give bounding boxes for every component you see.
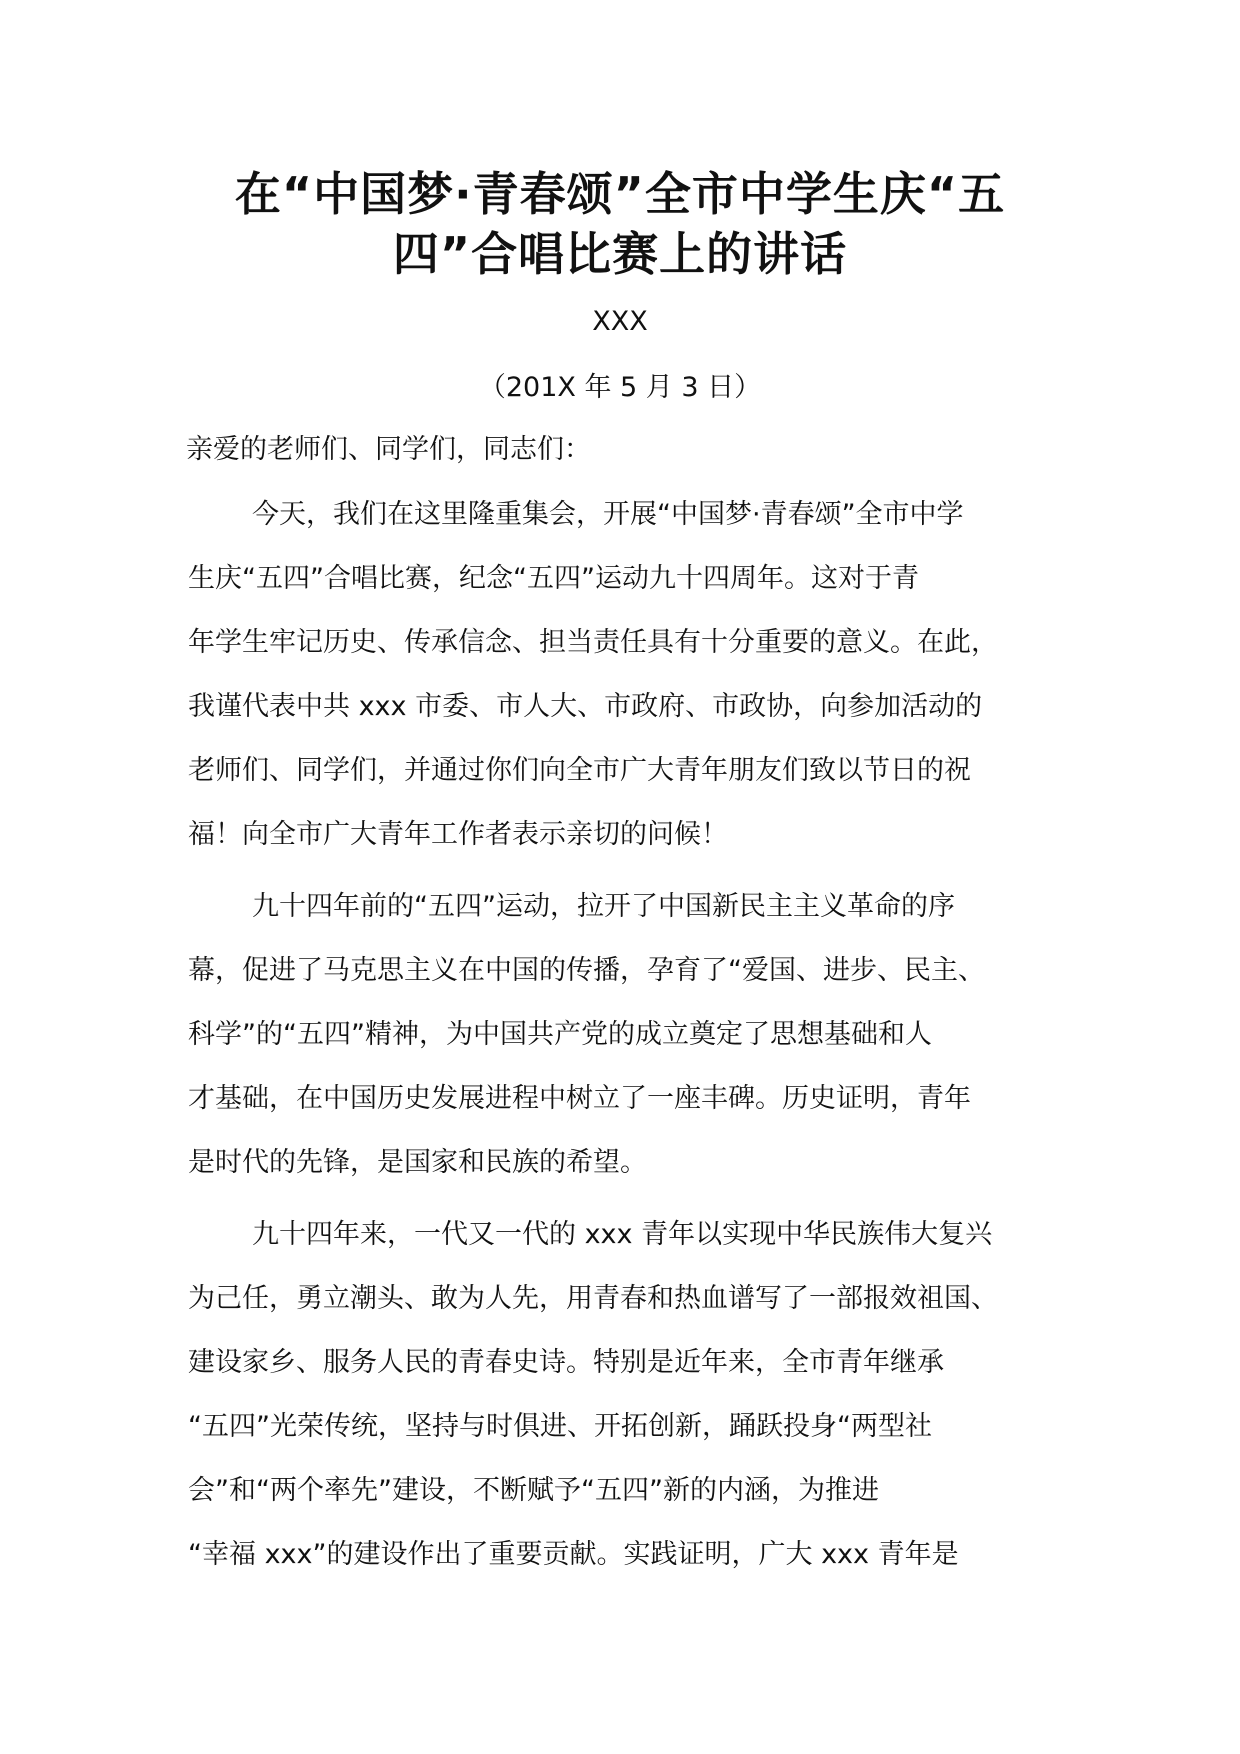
body-line: 幕，促进了马克思主义在中国的传播，孕育了“爱国、进步、民主、 <box>188 955 985 986</box>
body-line: 福！向全市广大青年工作者表示亲切的问候！ <box>188 819 728 850</box>
body-line: 科学”的“五四”精神，为中国共产党的成立奠定了思想基础和人 <box>188 1019 932 1050</box>
body-line: 今天，我们在这里隆重集会，开展“中国梦·青春颂”全市中学 <box>252 499 964 530</box>
body-line: 才基础，在中国历史发展进程中树立了一座丰碑。历史证明，青年 <box>188 1083 971 1114</box>
speech-date: （201X 年 5 月 3 日） <box>478 372 762 403</box>
body-line: “幸福 xxx”的建设作出了重要贡献。实践证明，广大 xxx 青年是 <box>188 1539 959 1570</box>
body-line: 年学生牢记历史、传承信念、担当责任具有十分重要的意义。在此， <box>188 627 998 658</box>
body-line: 九十四年来，一代又一代的 xxx 青年以实现中华民族伟大复兴 <box>252 1219 993 1250</box>
body-line: 九十四年前的“五四”运动，拉开了中国新民主主义革命的序 <box>252 891 955 922</box>
body-line: 是时代的先锋，是国家和民族的希望。 <box>188 1147 647 1178</box>
title-line-2: 四”合唱比赛上的讲话 <box>392 227 848 281</box>
body-line: 老师们、同学们，并通过你们向全市广大青年朋友们致以节日的祝 <box>188 755 971 786</box>
body-line: 为己任，勇立潮头、敢为人先，用青春和热血谱写了一部报效祖国、 <box>188 1283 998 1314</box>
body-line: 生庆“五四”合唱比赛，纪念“五四”运动九十四周年。这对于青 <box>188 563 919 594</box>
body-line: 我谨代表中共 xxx 市委、市人大、市政府、市政协，向参加活动的 <box>188 691 983 722</box>
title-line-1: 在“中国梦·青春颂”全市中学生庆“五 <box>234 167 1006 221</box>
author: XXX <box>592 306 648 337</box>
body-line: “五四”光荣传统，坚持与时俱进、开拓创新，踊跃投身“两型社 <box>188 1411 932 1442</box>
document-title <box>160 164 1080 284</box>
body-line: 会”和“两个率先”建设，不断赋予“五四”新的内涵，为推进 <box>188 1475 879 1506</box>
body-line: 建设家乡、服务人民的青春史诗。特别是近年来，全市青年继承 <box>188 1347 944 1378</box>
salutation: 亲爱的老师们、同学们，同志们： <box>186 434 591 465</box>
